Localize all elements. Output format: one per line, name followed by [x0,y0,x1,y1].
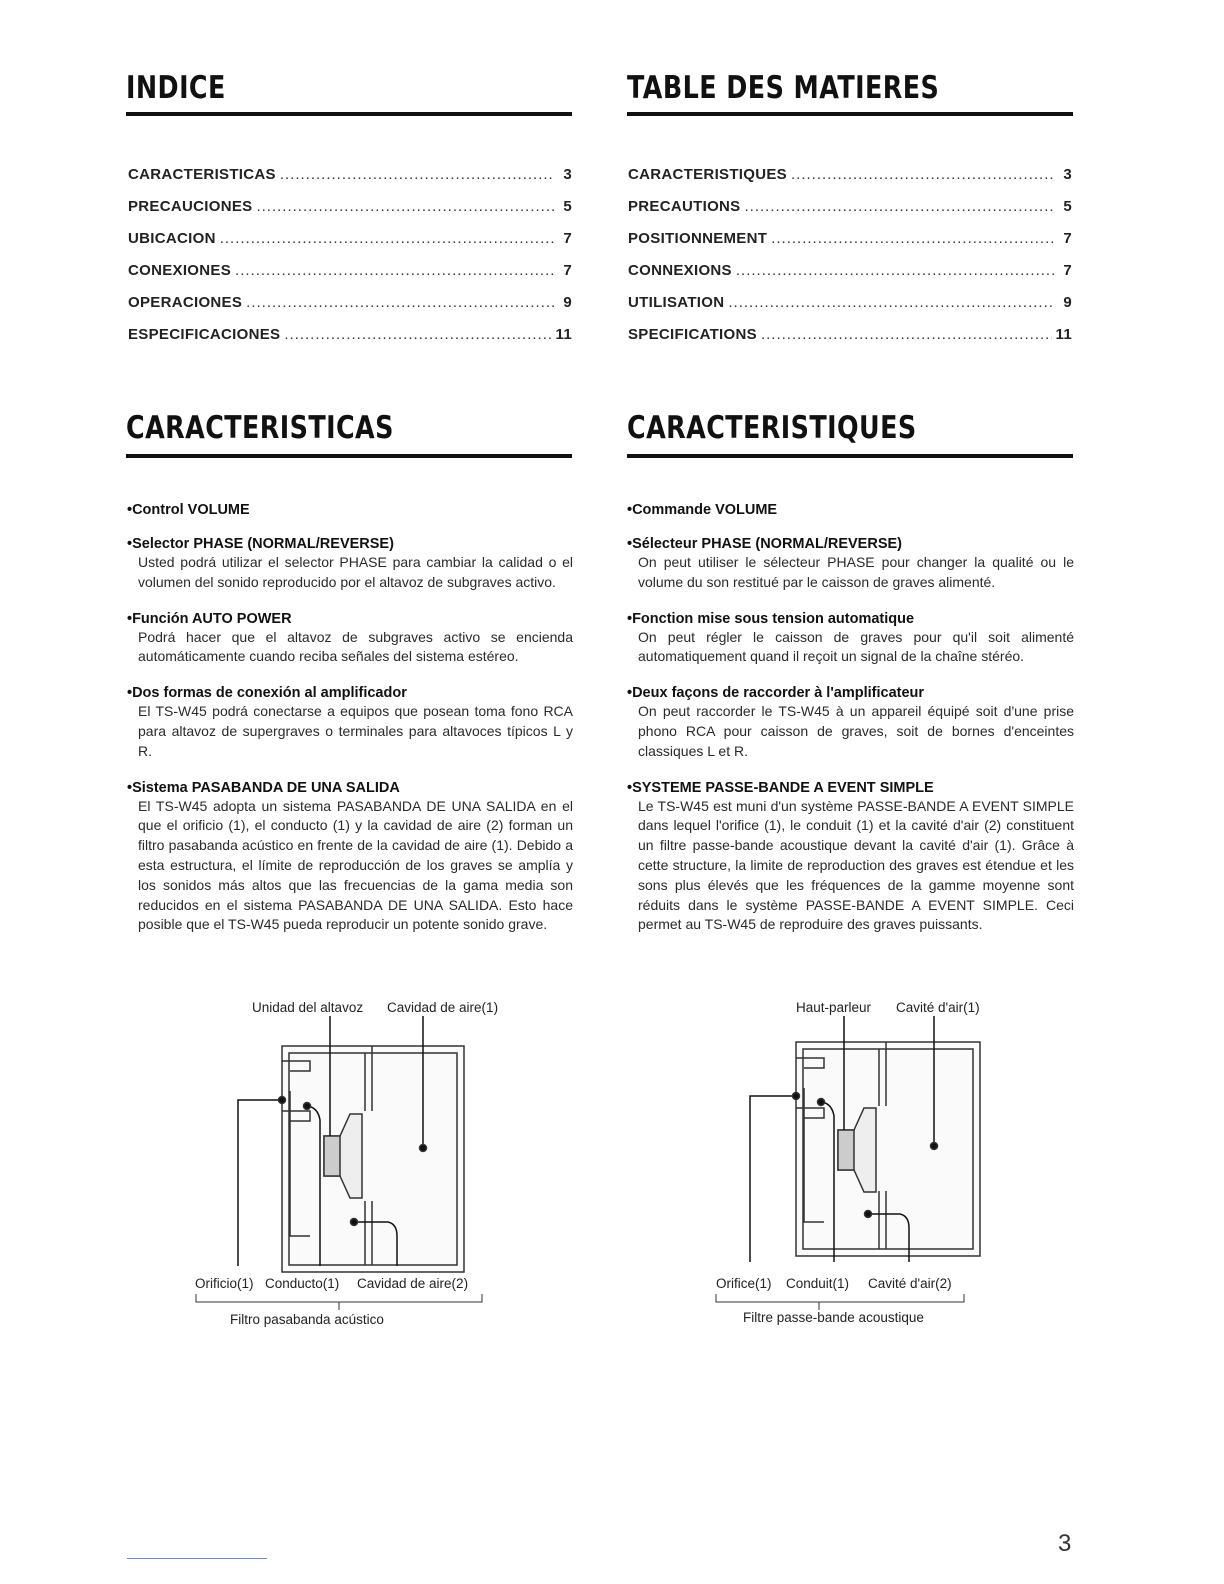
diagram-label-air-cavity-1: Cavidad de aire(1) [387,1000,499,1015]
filter-bracket [194,1294,494,1314]
toc-page-number: 5 [563,198,572,215]
toc-entry[interactable] [628,198,1072,230]
toc-page-number: 9 [563,294,572,311]
heading-rule [126,112,572,116]
link-underline [127,1558,267,1559]
heading-rule [627,112,1073,116]
toc-page-number: 5 [1063,198,1072,215]
toc-entry[interactable] [128,326,572,358]
diagram-label-port: Orificio(1) [195,1276,254,1291]
feature-description: El TS-W45 podrá conectarse a equipos que posean toma fono RCA para altavoz de supergraves o terminales para altavoces típicos L y R. [138,703,573,759]
dot-leader [280,166,554,183]
feature-title: • Deux façons de raccorder à l'amplificateur [627,685,1074,701]
toc-entry-label: UTILISATION [628,294,725,311]
toc-page-number: 7 [563,262,572,279]
diagram-label-acoustic-filter: Filtro pasabanda acústico [230,1312,384,1327]
toc-list-fr [628,166,1072,358]
features-heading-fr: CARACTERISTIQUES [627,410,917,446]
feature-item [127,685,573,761]
dot-leader [220,230,554,247]
diagram-label-speaker-unit: Unidad del altavoz [252,1000,364,1015]
features-heading-es: CARACTERISTICAS [126,410,394,446]
speaker-cross-section-illustration [704,1016,1044,1306]
bandpass-diagram-fr [704,996,1044,1336]
dot-leader [256,198,554,215]
feature-item [627,536,1074,593]
feature-item [127,780,573,936]
diagram-label-duct: Conduit(1) [786,1276,850,1291]
dot-leader [761,326,1052,343]
features-list-fr [627,502,1074,953]
dot-leader [791,166,1054,183]
toc-entry-label: CONEXIONES [128,262,232,279]
feature-item [127,536,573,593]
toc-heading-es: INDICE [126,70,226,106]
toc-entry[interactable] [128,198,572,230]
feature-title: • Selector PHASE (NORMAL/REVERSE) [127,536,573,552]
toc-page-number: 3 [563,166,572,183]
toc-entry[interactable] [628,262,1072,294]
toc-entry[interactable] [628,326,1072,358]
feature-item [627,685,1074,761]
feature-item [627,611,1074,668]
toc-page-number: 7 [563,230,572,247]
diagram-label-air-cavity-2: Cavité d'air(2) [868,1276,952,1291]
toc-entry-label: PRECAUTIONS [628,198,741,215]
diagram-label-speaker-unit: Haut-parleur [796,1000,872,1015]
toc-page-number: 7 [1063,262,1072,279]
toc-page-number: 11 [1055,326,1072,343]
diagram-label-acoustic-filter: Filtre passe-bande acoustique [743,1310,924,1325]
dot-leader [728,294,1054,311]
toc-entry-label: PRECAUCIONES [128,198,253,215]
feature-item [627,780,1074,936]
feature-item [127,611,573,668]
toc-entry[interactable] [628,166,1072,198]
toc-entry[interactable] [628,230,1072,262]
toc-entry[interactable] [128,294,572,326]
toc-entry-label: ESPECIFICACIONES [128,326,281,343]
toc-page-number: 7 [1063,230,1072,247]
heading-rule [627,454,1073,458]
toc-entry-label: CARACTERISTICAS [128,166,276,183]
toc-entry-label: CONNEXIONS [628,262,732,279]
feature-title: • Función AUTO POWER [127,611,573,627]
bandpass-diagram-es [190,996,530,1336]
diagram-label-duct: Conducto(1) [265,1276,340,1291]
feature-title: • Commande VOLUME [627,502,1074,518]
toc-entry-label: UBICACION [128,230,216,247]
feature-description: On peut régler le caisson de graves pour qu'il soit alimenté automatiquement quand il reçoit un signal de la chaîne stéréo. [638,628,1074,665]
toc-entry-label: SPECIFICATIONS [628,326,757,343]
feature-title: • SYSTEME PASSE-BANDE A EVENT SIMPLE [627,780,1074,796]
dot-leader [736,262,1054,279]
feature-description: On peut raccorder le TS-W45 à un appareil équipé soit d'une prise phono RCA pour caisson de graves, soit de bornes d'enceintes classiques L et R. [638,703,1074,759]
toc-entry-label: CARACTERISTIQUES [628,166,787,183]
feature-description: Usted podrá utilizar el selector PHASE para cambiar la calidad o el volumen del sonido reproducido por el altavoz de subgraves activo. [138,554,573,590]
heading-rule [126,454,572,458]
toc-entry[interactable] [128,230,572,262]
toc-page-number: 9 [1063,294,1072,311]
dot-leader [771,230,1054,247]
dot-leader [235,262,554,279]
feature-item [127,502,573,518]
feature-description: Le TS-W45 est muni d'un système PASSE-BANDE A EVENT SIMPLE dans lequel l'orifice (1), le conduit (1) et la cavité d'air (2) constituent un filtre passe-bande acoustique devant la cavité d'air (1). Grâce à cette structure, la limite de reproduction des graves est étendue et les sons plus élevés que les fréquences de la gamme moyenne sont réduits dans le système PASSE-BANDE A EVENT SIMPLE. Ceci permet au TS-W45 de reproduire des graves puissants. [638,797,1074,933]
page-number: 3 [1058,1530,1072,1557]
diagram-label-port: Orifice(1) [716,1276,772,1291]
toc-entry[interactable] [628,294,1072,326]
toc-list-es [128,166,572,358]
feature-title: • Sélecteur PHASE (NORMAL/REVERSE) [627,536,1074,552]
dot-leader [744,198,1054,215]
feature-description: El TS-W45 adopta un sistema PASABANDA DE UNA SALIDA en el que el orificio (1), el conducto (1) y la cavidad de aire (2) forman un filtro pasabanda acústico en frente de la cavidad de aire (1). Debido a esta estructura, el límite de reproducción de los graves se amplía y los sonidos más altos que las frecuencias de la gama media son reducidos en el sistema PASABANDA DE UNA SALIDA. Esto hace posible que el TS-W45 pueda reproducir un potente sonido grave. [138,797,573,933]
feature-title: • Control VOLUME [127,502,573,518]
speaker-cross-section-illustration [190,1016,530,1306]
toc-heading-fr: TABLE DES MATIERES [627,70,940,106]
dot-leader [284,326,551,343]
toc-entry-label: OPERACIONES [128,294,243,311]
feature-description: On peut utiliser le sélecteur PHASE pour changer la qualité ou le volume du son restitué par le caisson de graves alimenté. [638,554,1074,590]
feature-item [627,502,1074,518]
feature-description: Podrá hacer que el altavoz de subgraves activo se encienda automáticamente cuando reciba señales del sistema estéreo. [138,628,573,665]
dot-leader [246,294,554,311]
feature-title: • Fonction mise sous tension automatique [627,611,1074,627]
feature-title: • Sistema PASABANDA DE UNA SALIDA [127,780,573,796]
feature-title: • Dos formas de conexión al amplificador [127,685,573,701]
features-list-es [127,502,573,953]
diagram-label-air-cavity-1: Cavité d'air(1) [896,1000,980,1015]
toc-entry[interactable] [128,262,572,294]
toc-page-number: 11 [555,326,572,343]
diagram-label-air-cavity-2: Cavidad de aire(2) [357,1276,469,1291]
toc-entry-label: POSITIONNEMENT [628,230,768,247]
toc-entry[interactable] [128,166,572,198]
toc-page-number: 3 [1063,166,1072,183]
